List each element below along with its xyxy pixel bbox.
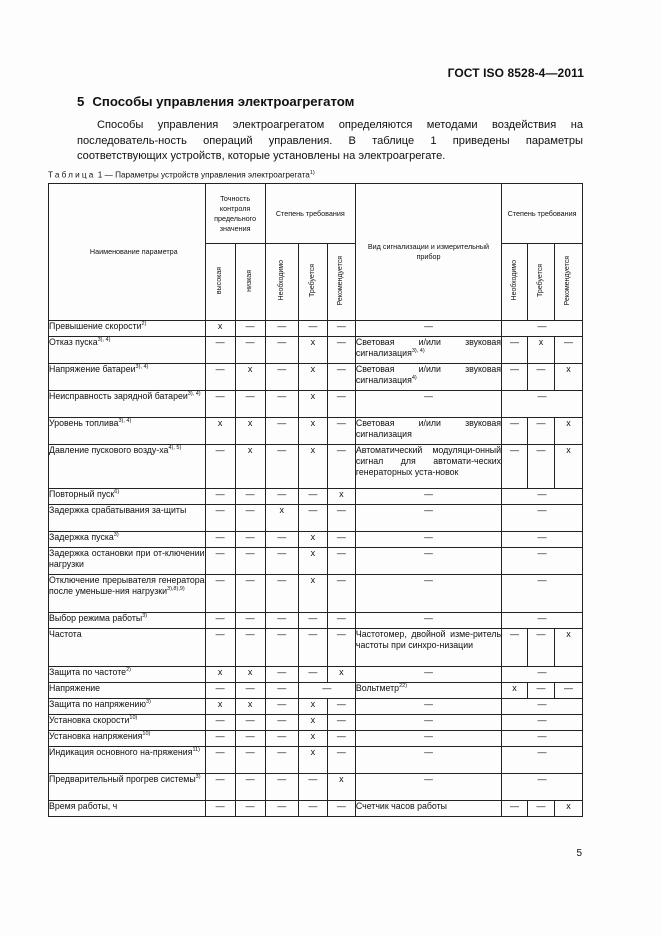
value-cell: — <box>502 445 528 489</box>
value-cell: — <box>327 747 355 774</box>
value-cell: — <box>327 613 355 629</box>
value-cell: — <box>205 747 235 774</box>
table-row <box>49 731 583 747</box>
value-cell: — <box>502 391 583 418</box>
value-cell: — <box>235 747 265 774</box>
value-cell: — <box>265 715 298 731</box>
value-cell: — <box>205 801 235 817</box>
value-cell: x <box>298 548 327 575</box>
signal-text: — <box>424 613 433 623</box>
signal-text: — <box>424 699 433 709</box>
value-cell: x <box>205 321 235 337</box>
footnote-ref: 10) <box>129 715 138 722</box>
parameter-name-text: Выбор режима работы <box>49 613 143 623</box>
value-cell: — <box>235 801 265 817</box>
signal-text: — <box>424 489 433 499</box>
value-cell: — <box>298 683 355 699</box>
value-cell: — <box>527 418 554 445</box>
value-cell: — <box>502 505 583 532</box>
footnote-ref: 2) <box>141 321 147 328</box>
value-cell: — <box>298 489 327 505</box>
signal-text: — <box>424 731 433 741</box>
value-cell: x <box>205 418 235 445</box>
value-cell: x <box>235 445 265 489</box>
value-cell: — <box>265 774 298 801</box>
footnote-ref: 2) <box>126 667 131 674</box>
value-cell: x <box>554 364 582 391</box>
value-cell: x <box>327 667 355 683</box>
table-row <box>49 715 583 731</box>
signal-text: Вольтметр <box>355 683 400 693</box>
parameter-name <box>49 532 206 548</box>
signal-text: Автоматический модуляци-онный сигнал для автомати-ческих генераторных уста-новок <box>355 445 502 478</box>
value-cell: — <box>205 715 235 731</box>
section-title-text: Способы управления электроагрегатом <box>92 94 355 109</box>
signal-cell <box>355 337 501 364</box>
parameter-name-text: Превышение скорости <box>49 321 142 331</box>
parameter-name <box>49 489 206 505</box>
value-cell: — <box>502 801 528 817</box>
footnote-ref: 22) <box>399 683 408 690</box>
signal-cell <box>355 489 501 505</box>
value-cell: x <box>298 532 327 548</box>
value-cell: — <box>327 532 355 548</box>
footnote-ref: 10) <box>142 731 151 738</box>
footnote-ref: 3) <box>195 774 201 781</box>
value-cell: x <box>527 337 554 364</box>
value-cell: — <box>502 575 583 613</box>
value-cell: — <box>502 731 583 747</box>
value-cell: — <box>327 699 355 715</box>
footnote-ref: 4), 5) <box>168 445 182 452</box>
value-cell: — <box>298 801 327 817</box>
value-cell: — <box>527 683 554 699</box>
value-cell: — <box>554 337 582 364</box>
value-cell: — <box>502 337 528 364</box>
table-row <box>49 532 583 548</box>
value-cell: x <box>298 715 327 731</box>
signal-text: Счетчик часов работы <box>355 801 447 811</box>
table-row <box>49 364 583 391</box>
table-row <box>49 418 583 445</box>
section-title <box>77 94 354 109</box>
value-cell: x <box>235 364 265 391</box>
value-cell: — <box>235 774 265 801</box>
header-required-2: Необходимо <box>502 244 528 321</box>
table-header <box>49 184 583 321</box>
parameter-name-text: Повторный пуск <box>49 489 115 499</box>
value-cell: — <box>502 667 583 683</box>
signal-cell <box>355 613 501 629</box>
value-cell: — <box>502 613 583 629</box>
parameter-name <box>49 321 206 337</box>
value-cell: — <box>235 629 265 667</box>
page-number: 5 <box>576 848 582 859</box>
table-row <box>49 445 583 489</box>
value-cell: x <box>235 418 265 445</box>
table-row <box>49 683 583 699</box>
signal-cell <box>355 505 501 532</box>
signal-cell <box>355 575 501 613</box>
value-cell: — <box>527 364 554 391</box>
value-cell: — <box>502 747 583 774</box>
header-demanded: Требуется <box>298 244 327 321</box>
signal-cell <box>355 391 501 418</box>
table-row <box>49 629 583 667</box>
signal-cell <box>355 715 501 731</box>
footnote-ref: 3) <box>113 532 119 539</box>
value-cell: — <box>502 321 583 337</box>
parameter-name-text: Давление пускового возду-ха <box>49 445 169 455</box>
footnote-ref: 3), 4) <box>118 418 132 425</box>
value-cell: — <box>205 445 235 489</box>
signal-cell <box>355 321 501 337</box>
footnote-ref: 3), 4) <box>97 337 111 344</box>
value-cell: — <box>298 629 327 667</box>
parameter-name <box>49 364 206 391</box>
value-cell: — <box>298 613 327 629</box>
signal-cell <box>355 699 501 715</box>
footnote-ref: 3), 4) <box>187 391 201 398</box>
value-cell: — <box>205 337 235 364</box>
signal-text: Частотомер, двойной изме-ритель частоты при синхро-низации <box>355 629 502 651</box>
parameter-name-text: Время работы, ч <box>49 801 118 811</box>
parameters-table <box>48 183 583 817</box>
parameter-name-text: Напряжение <box>49 683 101 693</box>
table-caption-label: Таблица <box>48 170 96 180</box>
table-row <box>49 699 583 715</box>
table-row <box>49 774 583 801</box>
signal-text: Световая и/или звуковая сигнализация <box>355 418 502 440</box>
value-cell: — <box>327 801 355 817</box>
value-cell: — <box>502 418 528 445</box>
parameter-name-text: Защита по напряжению <box>49 699 146 709</box>
parameter-name <box>49 774 206 801</box>
section-number: 5 <box>77 94 85 109</box>
value-cell: — <box>205 613 235 629</box>
signal-cell <box>355 731 501 747</box>
signal-cell <box>355 801 501 817</box>
value-cell: x <box>554 418 582 445</box>
value-cell: — <box>327 337 355 364</box>
value-cell: x <box>298 391 327 418</box>
value-cell: x <box>205 667 235 683</box>
table-row <box>49 489 583 505</box>
value-cell: — <box>502 699 583 715</box>
header-requirement-2: Степень требования <box>502 184 583 244</box>
value-cell: x <box>298 747 327 774</box>
value-cell: — <box>554 683 582 699</box>
signal-text: — <box>424 747 433 757</box>
table-caption-footnote: 1) <box>309 170 315 176</box>
footnote-ref: 6) <box>114 489 120 496</box>
signal-cell <box>355 747 501 774</box>
value-cell: — <box>502 715 583 731</box>
parameter-name <box>49 391 206 418</box>
signal-text: Световая и/или звуковая сигнализация <box>355 364 502 386</box>
signal-text: — <box>424 532 433 542</box>
table-row <box>49 548 583 575</box>
value-cell: — <box>327 391 355 418</box>
value-cell: — <box>205 489 235 505</box>
signal-cell <box>355 445 501 489</box>
value-cell: — <box>235 575 265 613</box>
table-row <box>49 575 583 613</box>
value-cell: — <box>205 391 235 418</box>
signal-cell <box>355 364 501 391</box>
value-cell: — <box>235 489 265 505</box>
parameter-name-text: Установка скорости <box>49 715 130 725</box>
parameter-name-text: Напряжение батареи <box>49 364 136 374</box>
header-accuracy-low: низкая <box>235 244 265 321</box>
value-cell: — <box>527 801 554 817</box>
parameter-name <box>49 715 206 731</box>
value-cell: — <box>327 364 355 391</box>
value-cell: — <box>502 364 528 391</box>
table-row <box>49 801 583 817</box>
parameter-name <box>49 731 206 747</box>
value-cell: — <box>235 731 265 747</box>
signal-cell <box>355 418 501 445</box>
value-cell: — <box>327 505 355 532</box>
parameter-name <box>49 699 206 715</box>
signal-text: — <box>424 774 433 784</box>
value-cell: x <box>265 505 298 532</box>
table-row <box>49 613 583 629</box>
value-cell: x <box>502 683 528 699</box>
value-cell: — <box>265 445 298 489</box>
value-cell: — <box>265 418 298 445</box>
header-accuracy: Точность контроля предельного значения <box>205 184 265 244</box>
parameter-name <box>49 337 206 364</box>
value-cell: — <box>327 575 355 613</box>
header-parameter-name: Наименование параметра <box>49 184 206 321</box>
table-row <box>49 747 583 774</box>
table-row <box>49 667 583 683</box>
parameter-name <box>49 505 206 532</box>
parameter-name-text: Отказ пуска <box>49 337 98 347</box>
table-row <box>49 391 583 418</box>
value-cell: x <box>554 801 582 817</box>
parameter-name <box>49 683 206 699</box>
signal-cell <box>355 629 501 667</box>
header-accuracy-high: высокая <box>205 244 235 321</box>
header-signal: Вид сигнализации и измерительный прибор <box>355 184 501 321</box>
table-row <box>49 505 583 532</box>
parameter-name-text: Установка напряжения <box>49 731 143 741</box>
value-cell: — <box>205 731 235 747</box>
value-cell: — <box>205 532 235 548</box>
value-cell: x <box>298 699 327 715</box>
value-cell: — <box>205 505 235 532</box>
parameter-name-text: Частота <box>49 629 82 639</box>
value-cell: — <box>205 774 235 801</box>
signal-text: — <box>424 548 433 558</box>
parameter-name-text: Индикация основного на-пряжения <box>49 747 193 757</box>
value-cell: — <box>265 575 298 613</box>
value-cell: — <box>298 505 327 532</box>
header-demanded-2: Требуется <box>527 244 554 321</box>
parameter-name-text: Защита по частоте <box>49 667 127 677</box>
parameter-name-text: Задержка остановки при от-ключении нагрузки <box>49 548 205 570</box>
value-cell: — <box>265 801 298 817</box>
header-requirement: Степень требования <box>265 184 355 244</box>
value-cell: — <box>298 667 327 683</box>
value-cell: — <box>265 699 298 715</box>
value-cell: x <box>298 575 327 613</box>
value-cell: — <box>235 337 265 364</box>
parameter-name <box>49 418 206 445</box>
value-cell: — <box>265 364 298 391</box>
signal-text: Световая и/или звуковая сигнализация <box>355 337 502 359</box>
footnote-ref: 11) <box>192 747 200 754</box>
value-cell: — <box>502 548 583 575</box>
value-cell: — <box>265 683 298 699</box>
table-caption <box>48 170 315 180</box>
value-cell: x <box>298 364 327 391</box>
parameter-name <box>49 629 206 667</box>
signal-cell <box>355 548 501 575</box>
value-cell: — <box>235 613 265 629</box>
signal-cell <box>355 683 501 699</box>
signal-cell <box>355 667 501 683</box>
value-cell: — <box>235 321 265 337</box>
header-required: Необходимо <box>265 244 298 321</box>
signal-text: — <box>424 391 433 401</box>
value-cell: — <box>235 683 265 699</box>
standard-code: ГОСТ ISO 8528-4—2011 <box>447 66 584 80</box>
value-cell: — <box>205 683 235 699</box>
value-cell: x <box>327 774 355 801</box>
value-cell: — <box>205 629 235 667</box>
value-cell: — <box>327 731 355 747</box>
value-cell: — <box>265 391 298 418</box>
parameter-name-text: Задержка пуска <box>49 532 114 542</box>
value-cell: — <box>265 321 298 337</box>
signal-cell <box>355 532 501 548</box>
value-cell: — <box>327 548 355 575</box>
value-cell: — <box>327 629 355 667</box>
footnote-ref: 3) <box>142 613 148 620</box>
value-cell: — <box>235 532 265 548</box>
value-cell: — <box>327 321 355 337</box>
value-cell: — <box>205 548 235 575</box>
value-cell: — <box>502 774 583 801</box>
value-cell: — <box>298 321 327 337</box>
value-cell: — <box>298 774 327 801</box>
value-cell: x <box>205 699 235 715</box>
header-recommended-2: Рекомендуется <box>554 244 582 321</box>
value-cell: — <box>265 747 298 774</box>
parameter-name <box>49 667 206 683</box>
signal-text: — <box>424 505 433 515</box>
value-cell: — <box>205 575 235 613</box>
signal-cell <box>355 774 501 801</box>
value-cell: — <box>235 548 265 575</box>
parameter-name <box>49 445 206 489</box>
value-cell: x <box>235 667 265 683</box>
value-cell: — <box>265 667 298 683</box>
value-cell: x <box>235 699 265 715</box>
value-cell: x <box>298 418 327 445</box>
value-cell: — <box>327 715 355 731</box>
footnote-ref: 3), 4) <box>411 348 425 355</box>
value-cell: x <box>298 445 327 489</box>
value-cell: — <box>235 505 265 532</box>
value-cell: — <box>502 532 583 548</box>
footnote-ref: 3),8),9) <box>167 586 185 593</box>
parameter-name-text: Неисправность зарядной батареи <box>49 391 188 401</box>
value-cell: — <box>265 629 298 667</box>
value-cell: — <box>502 629 528 667</box>
signal-text: — <box>424 575 433 585</box>
parameter-name-text: Предварительный прогрев системы <box>49 774 196 784</box>
value-cell: — <box>265 337 298 364</box>
value-cell: x <box>327 489 355 505</box>
parameter-name <box>49 548 206 575</box>
value-cell: — <box>527 445 554 489</box>
value-cell: — <box>265 532 298 548</box>
value-cell: — <box>327 445 355 489</box>
value-cell: — <box>265 613 298 629</box>
signal-text: — <box>424 715 433 725</box>
value-cell: — <box>265 489 298 505</box>
value-cell: x <box>554 445 582 489</box>
parameter-name-text: Уровень топлива <box>49 418 119 428</box>
parameter-name-text: Отключение прерывателя генератора после уменьше-ния нагрузки <box>49 575 205 597</box>
value-cell: — <box>235 391 265 418</box>
parameter-name <box>49 747 206 774</box>
intro-paragraph: Способы управления электроагрегатом определяются методами воздействия на последователь-ность операций управления. В таблице 1 приведены параметры соответствующих устройств, которые установлены на электроагрегате. <box>77 119 583 162</box>
value-cell: — <box>327 418 355 445</box>
value-cell: — <box>502 489 583 505</box>
value-cell: — <box>265 731 298 747</box>
value-cell: x <box>298 337 327 364</box>
parameter-name-text: Задержка срабатывания за-щиты <box>49 505 187 515</box>
signal-text: — <box>424 321 433 331</box>
table-caption-text: 1 — Параметры устройств управления электроагрегата <box>95 170 310 180</box>
parameter-name <box>49 801 206 817</box>
table-body <box>49 321 583 817</box>
table-row <box>49 321 583 337</box>
parameter-name <box>49 575 206 613</box>
value-cell: x <box>298 731 327 747</box>
value-cell: — <box>527 629 554 667</box>
footnote-ref: 3) <box>145 699 151 706</box>
value-cell: — <box>205 364 235 391</box>
value-cell: — <box>265 548 298 575</box>
header-recommended: Рекомендуется <box>327 244 355 321</box>
value-cell: — <box>235 715 265 731</box>
table-row <box>49 337 583 364</box>
footnote-ref: 4) <box>411 375 417 382</box>
parameter-name <box>49 613 206 629</box>
signal-text: — <box>424 667 433 677</box>
value-cell: x <box>554 629 582 667</box>
footnote-ref: 3), 4) <box>135 364 149 371</box>
